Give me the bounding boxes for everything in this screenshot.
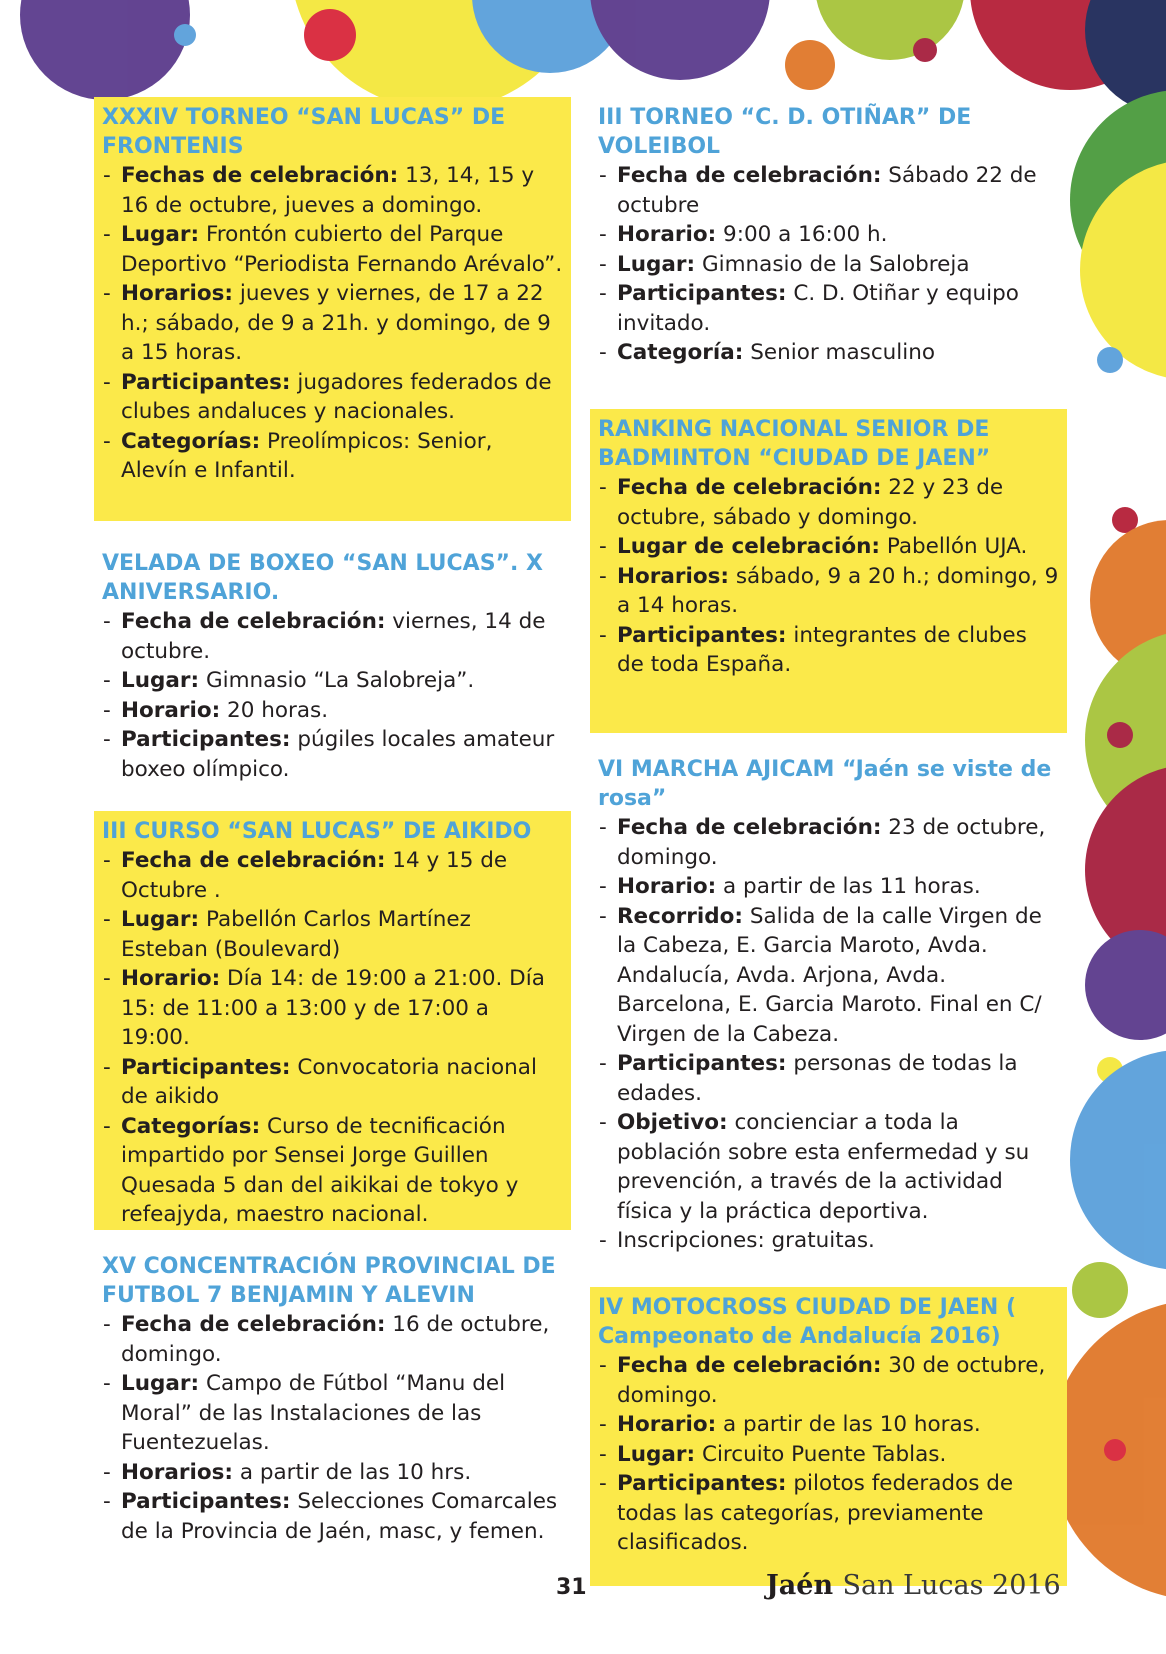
event-detail: - Fecha de celebración: Sábado 22 de octubre [598,161,1059,220]
event-detail: - Categoría: Senior masculino [598,338,1059,368]
event-frontenis [94,97,571,521]
event-title: III CURSO “SAN LUCAS” DE AIKIDO [102,819,532,844]
event-detail: - Horario: 20 horas. [102,696,563,726]
event-detail: - Lugar: Circuito Puente Tablas. [598,1440,1059,1470]
event-detail: - Categorías: Curso de tecnificación impartido por Sensei Jorge Guillen Quesada 5 dan del aikikai de tokyo y refeajyda, maestro nacional. [102,1112,563,1230]
event-motocross [590,1287,1067,1586]
right-column [590,97,1067,1586]
event-futbol [94,1246,571,1580]
event-title: XXXIV TORNEO “SAN LUCAS” DE FRONTENIS [102,105,506,159]
event-detail: - Fecha de celebración: 14 y 15 de Octubre . [102,846,563,905]
event-detail: - Objetivo: concienciar a toda la población sobre esta enfermedad y su prevención, a través de la actividad física y la práctica deportiva. [598,1108,1059,1226]
publication-brand [766,1570,1061,1601]
event-detail: - Categorías: Preolímpicos: Senior, Alevín e Infantil. [102,427,563,486]
event-detail: - Horarios: jueves y viernes, de 17 a 22 h.; sábado, de 9 a 21h. y domingo, de 9 a 15 horas. [102,279,563,368]
event-title: XV CONCENTRACIÓN PROVINCIAL DE FUTBOL 7 BENJAMIN Y ALEVIN [102,1254,556,1308]
event-title: VI MARCHA AJICAM “Jaén se viste de rosa” [598,757,1052,811]
event-detail: - Lugar de celebración: Pabellón UJA. [598,532,1059,562]
event-detail: - Inscripciones: gratuitas. [598,1226,1059,1256]
event-detail: - Participantes: Convocatoria nacional de aikido [102,1053,563,1112]
event-detail: - Recorrido: Salida de la calle Virgen de la Cabeza, E. Garcia Maroto, Avda. Andalucía, Avda. Arjona, Avda. Barcelona, E. Garcia Maroto. Final en C/ Virgen de la Cabeza. [598,902,1059,1050]
event-detail: - Horario: a partir de las 11 horas. [598,872,1059,902]
event-detail: - Fecha de celebración: 23 de octubre, domingo. [598,813,1059,872]
event-detail: - Participantes: integrantes de clubes de toda España. [598,621,1059,680]
event-detail: - Horarios: a partir de las 10 hrs. [102,1458,563,1488]
event-marcha-ajicam [590,749,1067,1273]
event-detail: - Fecha de celebración: 16 de octubre, domingo. [102,1310,563,1369]
left-column [94,97,571,1580]
event-title: VELADA DE BOXEO “SAN LUCAS”. X ANIVERSARIO. [102,551,543,605]
event-voleibol [590,97,1067,391]
event-detail: - Participantes: C. D. Otiñar y equipo invitado. [598,279,1059,338]
event-title: IV MOTOCROSS CIUDAD DE JAEN ( Campeonato de Andalucía 2016) [598,1295,1017,1349]
event-detail: - Lugar: Frontón cubierto del Parque Deportivo “Periodista Fernando Arévalo”. [102,220,563,279]
event-detail: - Lugar: Gimnasio “La Salobreja”. [102,666,563,696]
event-detail: - Horario: 9:00 a 16:00 h. [598,220,1059,250]
event-detail: - Fecha de celebración: 22 y 23 de octubre, sábado y domingo. [598,473,1059,532]
event-aikido [94,811,571,1230]
event-detail: - Participantes: púgiles locales amateur boxeo olímpico. [102,725,563,784]
event-detail: - Fecha de celebración: 30 de octubre, domingo. [598,1351,1059,1410]
event-detail: - Lugar: Campo de Fútbol “Manu del Moral” de las Instalaciones de las Fuentezuelas. [102,1369,563,1458]
event-detail: - Participantes: pilotos federados de todas las categorías, previamente clasificados. [598,1469,1059,1558]
event-detail: - Horario: Día 14: de 19:00 a 21:00. Día 15: de 11:00 a 13:00 y de 17:00 a 19:00. [102,964,563,1053]
event-detail: - Fechas de celebración: 13, 14, 15 y 16 de octubre, jueves a domingo. [102,161,563,220]
event-detail: - Participantes: jugadores federados de clubes andaluces y nacionales. [102,368,563,427]
event-boxeo [94,543,571,797]
event-title: RANKING NACIONAL SENIOR DE BADMINTON “CIUDAD DE JAEN” [598,417,991,471]
event-detail: - Horario: a partir de las 10 horas. [598,1410,1059,1440]
event-detail: - Horarios: sábado, 9 a 20 h.; domingo, 9 a 14 horas. [598,562,1059,621]
page-number: 31 [556,1575,587,1600]
event-title: III TORNEO “C. D. OTIÑAR” DE VOLEIBOL [598,105,972,159]
event-detail: - Lugar: Gimnasio de la Salobreja [598,250,1059,280]
brand-rest: San Lucas 2016 [842,1570,1061,1601]
brand-city: Jaén [766,1570,834,1601]
event-detail: - Lugar: Pabellón Carlos Martínez Esteban (Boulevard) [102,905,563,964]
event-badminton [590,409,1067,733]
event-detail: - Participantes: Selecciones Comarcales de la Provincia de Jaén, masc, y femen. [102,1487,563,1546]
event-detail: - Fecha de celebración: viernes, 14 de octubre. [102,607,563,666]
event-detail: - Participantes: personas de todas la edades. [598,1049,1059,1108]
